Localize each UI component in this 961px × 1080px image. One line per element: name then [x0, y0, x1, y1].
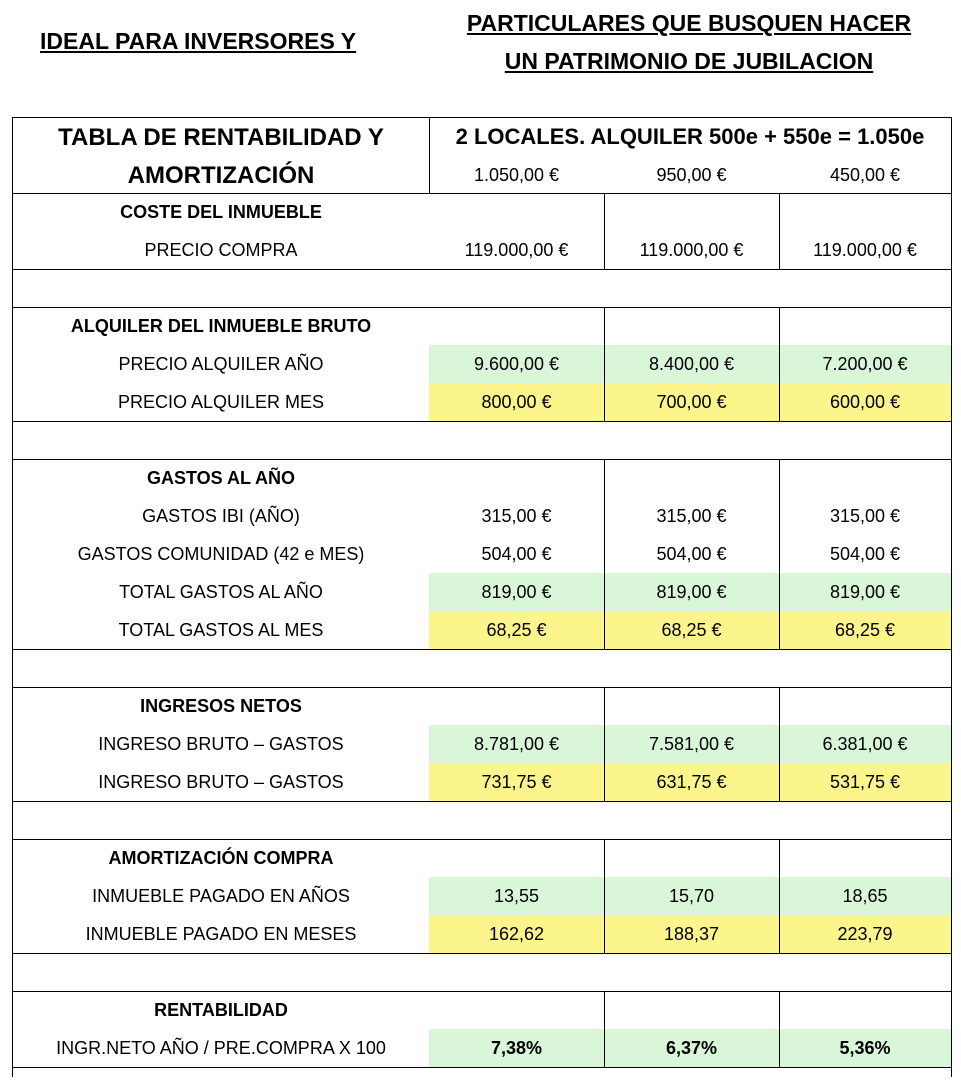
- row-label: PRECIO ALQUILER MES: [117, 392, 325, 412]
- heading-ideal-inversores: IDEAL PARA INVERSORES Y: [40, 28, 357, 54]
- table-title-line2: AMORTIZACIÓN: [127, 162, 315, 189]
- row-label: INGRESO BRUTO – GASTOS: [98, 734, 344, 754]
- column-divider: [779, 459, 780, 649]
- row-label: INGRESO BRUTO – GASTOS: [98, 772, 344, 792]
- row-label: INMUEBLE PAGADO EN AÑOS: [92, 886, 350, 906]
- column-divider: [779, 991, 780, 1067]
- column-divider: [604, 991, 605, 1067]
- value-cell: 68,25 €: [779, 611, 951, 649]
- value-cell: 6.381,00 €: [779, 725, 951, 763]
- value-cell: 315,00 €: [829, 506, 901, 526]
- value-cell: 819,00 €: [429, 573, 604, 611]
- column-divider: [604, 687, 605, 801]
- section-title: COSTE DEL INMUEBLE: [120, 202, 322, 222]
- column-divider: [604, 307, 605, 421]
- value-cell: 8.400,00 €: [604, 345, 779, 383]
- row-label: PRECIO COMPRA: [144, 240, 298, 260]
- value-cell: 819,00 €: [779, 573, 951, 611]
- value-cell: 731,75 €: [429, 763, 604, 801]
- value-cell: 504,00 €: [656, 544, 727, 564]
- heading-right-line1: PARTICULARES QUE BUSQUEN HACER: [466, 10, 912, 36]
- section-border: [13, 421, 951, 422]
- value-cell: 188,37: [604, 915, 779, 953]
- section-border: [13, 649, 951, 650]
- value-cell: 119.000,00 €: [639, 240, 744, 260]
- value-cell: 315,00 €: [481, 506, 552, 526]
- row-label: GASTOS IBI (AÑO): [142, 506, 300, 526]
- value-cell: 8.781,00 €: [429, 725, 604, 763]
- value-cell: 5,36%: [779, 1029, 951, 1067]
- rentabilidad-table: [12, 117, 952, 1077]
- value-cell: 68,25 €: [429, 611, 604, 649]
- row-label: GASTOS COMUNIDAD (42 e MES): [77, 544, 365, 564]
- value-cell: 68,25 €: [604, 611, 779, 649]
- header-divider: [429, 117, 430, 193]
- value-cell: 631,75 €: [604, 763, 779, 801]
- column-divider: [604, 839, 605, 953]
- value-cell: 800,00 €: [429, 383, 604, 421]
- column-divider: [779, 839, 780, 953]
- value-cell: 119.000,00 €: [813, 240, 917, 260]
- column-divider: [779, 193, 780, 269]
- column-divider: [604, 193, 605, 269]
- section-border: [13, 1067, 951, 1068]
- column-divider: [779, 307, 780, 421]
- section-title: ALQUILER DEL INMUEBLE BRUTO: [70, 316, 372, 336]
- header-value-2: 950,00 €: [656, 165, 727, 185]
- row-label: PRECIO ALQUILER AÑO: [118, 354, 324, 374]
- section-border: [13, 801, 951, 802]
- value-cell: 819,00 €: [604, 573, 779, 611]
- section-title: RENTABILIDAD: [154, 1000, 288, 1020]
- value-cell: 504,00 €: [481, 544, 552, 564]
- value-cell: 700,00 €: [604, 383, 779, 421]
- value-cell: 223,79: [779, 915, 951, 953]
- value-cell: 119.000,00 €: [464, 240, 569, 260]
- value-cell: 18,65: [779, 877, 951, 915]
- section-title: GASTOS AL AÑO: [146, 468, 296, 488]
- value-cell: 13,55: [429, 877, 604, 915]
- locales-header: 2 LOCALES. ALQUILER 500e + 550e = 1.050e: [455, 124, 925, 149]
- section-title: AMORTIZACIÓN COMPRA: [108, 848, 334, 868]
- table-title: [13, 117, 429, 193]
- value-cell: 504,00 €: [829, 544, 901, 564]
- value-cell: 162,62: [429, 915, 604, 953]
- row-label: INMUEBLE PAGADO EN MESES: [85, 924, 357, 944]
- value-cell: 531,75 €: [779, 763, 951, 801]
- row-label: TOTAL GASTOS AL AÑO: [119, 582, 323, 602]
- row-label: INGR.NETO AÑO / PRE.COMPRA X 100: [56, 1038, 386, 1058]
- heading-right-line2: UN PATRIMONIO DE JUBILACION: [504, 48, 874, 74]
- value-cell: 6,37%: [604, 1029, 779, 1067]
- column-divider: [604, 459, 605, 649]
- table-title-line1: TABLA DE RENTABILIDAD Y: [58, 124, 384, 151]
- value-cell: 9.600,00 €: [429, 345, 604, 383]
- value-cell: 7.200,00 €: [779, 345, 951, 383]
- row-label: TOTAL GASTOS AL MES: [118, 620, 324, 640]
- column-divider: [779, 687, 780, 801]
- value-cell: 7.581,00 €: [604, 725, 779, 763]
- header-value-1: 1.050,00 €: [473, 165, 560, 185]
- section-border: [13, 269, 951, 270]
- value-cell: 7,38%: [429, 1029, 604, 1067]
- value-cell: 600,00 €: [779, 383, 951, 421]
- value-cell: 315,00 €: [656, 506, 727, 526]
- heading-particulares: [446, 4, 932, 80]
- header-value-3: 450,00 €: [829, 165, 901, 185]
- section-title: INGRESOS NETOS: [140, 696, 302, 716]
- section-border: [13, 953, 951, 954]
- table-top-border: [13, 117, 951, 118]
- value-cell: 15,70: [604, 877, 779, 915]
